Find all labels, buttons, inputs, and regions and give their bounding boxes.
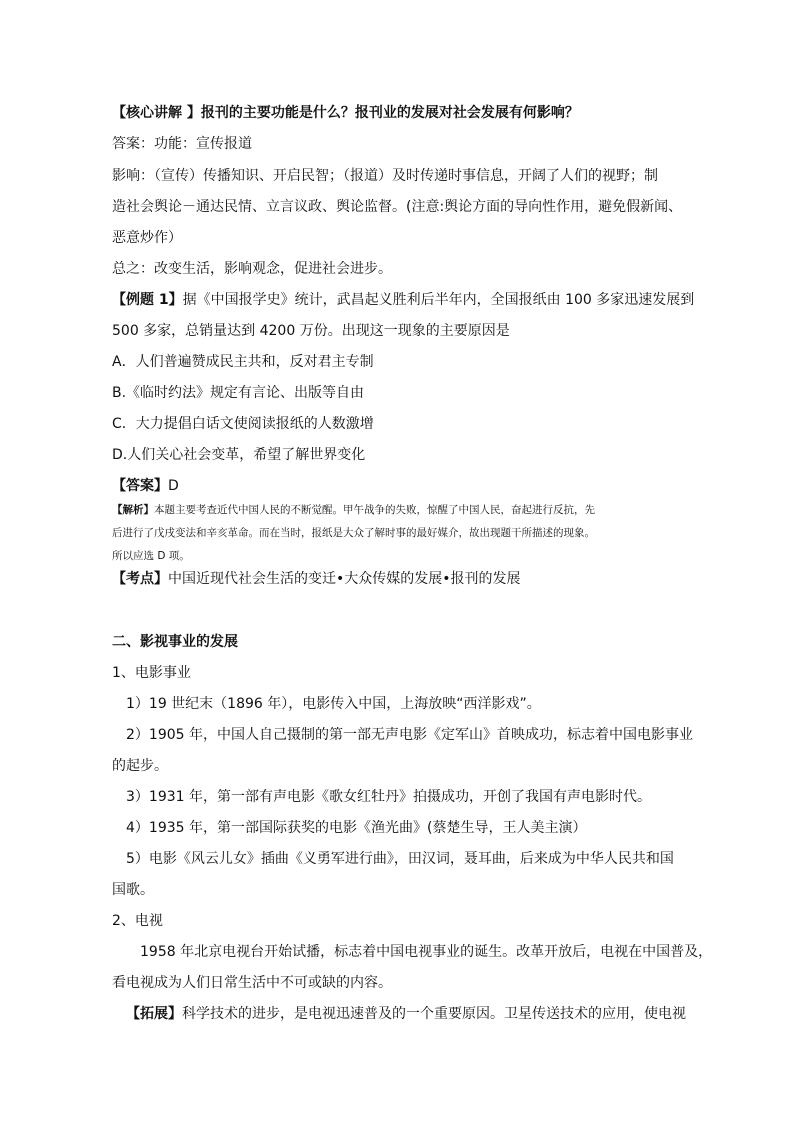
expand-tag: 【拓展】 — [126, 1006, 182, 1022]
option-d: D.人们关心社会变革，希望了解世界变化 — [112, 447, 366, 463]
example-tag: 【例题 1】 — [112, 292, 183, 308]
example-question-line-1 — [112, 290, 734, 310]
answer-line: 答案：功能：宣传报道 — [112, 136, 252, 152]
analysis-line-2: 后进行了戊戌变法和辛亥革命。而在当时，报纸是大众了解时事的最好媒介，故出现题干所描述的现象。 — [112, 527, 595, 539]
section-2-title: 二、影视事业的发展 — [112, 634, 238, 650]
core-explanation-question: 报刊的主要功能是什么？报刊业的发展对社会发展有何影响？ — [200, 105, 579, 121]
analysis-text-1: 本题主要考查近代中国人民的不断觉醒。甲午战争的失败，惊醒了中国人民，奋起进行反抗，先 — [154, 504, 595, 516]
core-explanation-tag: 【核心讲解 】 — [112, 105, 201, 121]
option-c: C．大力提倡白话文使阅读报纸的人数激增 — [112, 416, 374, 432]
summary-line: 总之：改变生活，影响观念，促进社会进步。 — [112, 261, 392, 277]
tv-subheading: 2、电视 — [112, 913, 163, 929]
film-item-3: 3）1931 年，第一部有声电影《歌女红牡丹》拍摄成功，开创了我国有声电影时代。 — [126, 789, 651, 805]
option-b: B.《临时约法》规定有言论、出版等自由 — [112, 385, 365, 401]
expand-line — [126, 1004, 734, 1024]
film-item-2: 2）1905 年，中国人自己摄制的第一部无声电影《定军山》首映成功，标志着中国电影事业 — [126, 727, 693, 743]
film-item-5: 5）电影《风云儿女》插曲《义勇军进行曲》，田汉词，聂耳曲，后来成为中华人民共和国 — [126, 851, 674, 867]
influence-line-3: 恶意炒作） — [112, 230, 182, 246]
answer-key — [112, 476, 734, 496]
answer-key-value: D — [168, 478, 179, 494]
expand-text: 科学技术的进步，是电视迅速普及的一个重要原因。卫星传送技术的应用，使电视 — [182, 1006, 686, 1022]
film-item-5-cont: 国歌。 — [112, 882, 154, 898]
option-a: A．人们普遍赞成民主共和，反对君主专制 — [112, 354, 374, 370]
answer-key-tag: 【答案】 — [112, 478, 168, 494]
analysis-line-3: 所以应选 D 项。 — [112, 550, 190, 562]
tv-line-1: 1958 年北京电视台开始试播，标志着中国电视事业的诞生。改革开放后，电视在中国普及， — [140, 944, 713, 960]
core-explanation-heading — [112, 103, 734, 123]
analysis-tag: 【解析】 — [112, 504, 154, 516]
analysis-line-1 — [112, 503, 734, 517]
tv-line-2: 看电视成为人们日常生活中不可或缺的内容。 — [112, 975, 392, 991]
kaodian-line — [112, 569, 734, 589]
kaodian-tag: 【考点】 — [112, 571, 168, 587]
influence-line-1: 影响：（宣传）传播知识、开启民智；（报道）及时传递时事信息，开阔了人们的视野；制 — [112, 168, 658, 184]
example-question-text: 据《中国报学史》统计，武昌起义胜利后半年内，全国报纸由 100 多家迅速发展到 — [182, 292, 695, 308]
film-item-4: 4）1935 年，第一部国际获奖的电影《渔光曲》(蔡楚生导，王人美主演） — [126, 820, 587, 836]
example-question-line-2: 500 多家，总销量达到 4200 万份。出现这一现象的主要原因是 — [112, 323, 510, 339]
influence-line-2: 造社会舆论－通达民情、立言议政、舆论监督。(注意:舆论方面的导向性作用，避免假新闻、 — [112, 199, 683, 215]
kaodian-text: 中国近现代社会生活的变迁•大众传媒的发展•报刊的发展 — [168, 571, 521, 587]
film-item-1: 1）19 世纪末（1896 年），电影传入中国，上海放映“西洋影戏”。 — [126, 696, 541, 712]
film-item-2-cont: 的起步。 — [112, 758, 168, 774]
film-subheading: 1、电影事业 — [112, 665, 191, 681]
